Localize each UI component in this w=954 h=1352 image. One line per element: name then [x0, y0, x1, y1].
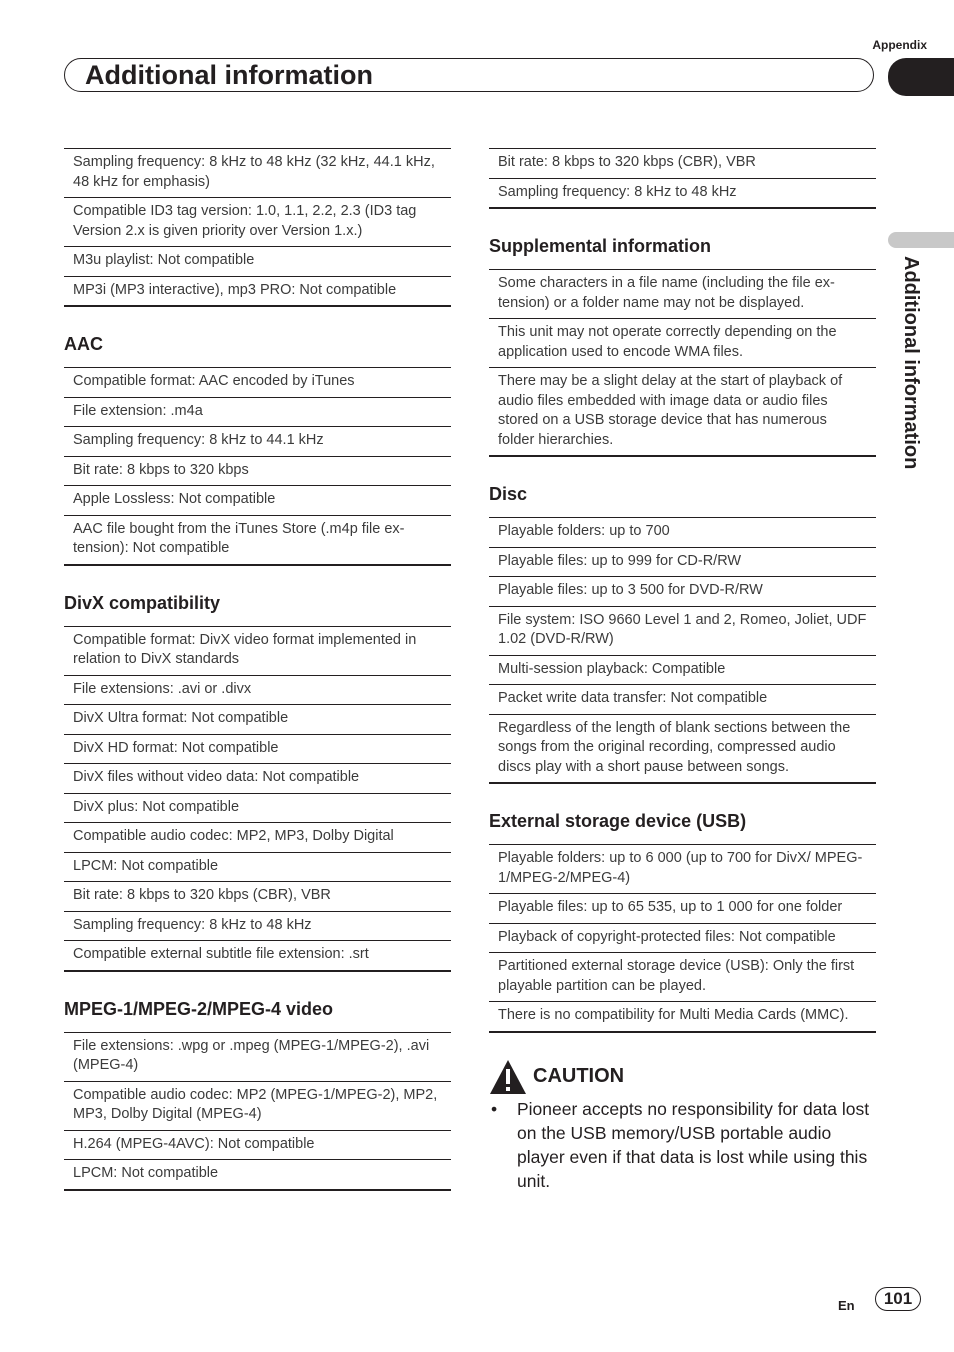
table-cell: LPCM: Not compatible	[64, 852, 451, 882]
table-row	[64, 626, 451, 675]
table-cell: DivX HD format: Not compatible	[64, 734, 451, 764]
side-tab-label: Additional information	[900, 256, 922, 470]
table-row	[64, 1081, 451, 1130]
caution-label: CAUTION	[533, 1065, 625, 1087]
table-row	[489, 606, 876, 655]
section-tab-grey	[888, 232, 954, 248]
table-cell: Multi-session playback: Compatible	[489, 655, 876, 685]
table-cell: Sampling frequency: 8 kHz to 48 kHz (32 kHz, 44.1 kHz, 48 kHz for emphasis)	[64, 149, 451, 198]
table-row	[64, 397, 451, 427]
table-cell: Playable files: up to 999 for CD-R/RW	[489, 547, 876, 577]
table-row	[64, 705, 451, 735]
supplemental-table	[489, 269, 876, 457]
table-row	[489, 923, 876, 953]
table-row	[64, 675, 451, 705]
table-cell: Compatible audio codec: MP2, MP3, Dolby Digital	[64, 823, 451, 853]
table-cell: Compatible audio codec: MP2 (MPEG-1/MPEG-2), MP2, MP3, Dolby Digital (MPEG-4)	[64, 1081, 451, 1130]
table-cell: M3u playlist: Not compatible	[64, 247, 451, 277]
table-cell: DivX files without video data: Not compatible	[64, 764, 451, 794]
supplemental-heading: Supplemental information	[489, 236, 712, 256]
left-column	[64, 148, 451, 1191]
divx-heading: DivX compatibility	[64, 592, 221, 613]
title-bar	[64, 58, 874, 92]
table-row	[64, 1032, 451, 1081]
table-cell: File extension: .m4a	[64, 397, 451, 427]
table-cell: Some characters in a file name (including the file ex-tension) or a folder name may not be displayed.	[489, 270, 876, 319]
table-row	[489, 319, 876, 368]
table-cell: File extensions: .avi or .divx	[64, 675, 451, 705]
table-cell: File system: ISO 9660 Level 1 and 2, Romeo, Joliet, UDF 1.02 (DVD-R/RW)	[489, 606, 876, 655]
table-cell: File extensions: .wpg or .mpeg (MPEG-1/MPEG-2), .avi (MPEG-4)	[64, 1032, 451, 1081]
table-row	[64, 823, 451, 853]
section-tab-black	[888, 58, 954, 96]
table-cell: AAC file bought from the iTunes Store (.m4p file ex-tension): Not compatible	[64, 515, 451, 565]
caution-item	[489, 1097, 876, 1193]
page-title: Additional information	[85, 60, 373, 90]
table-row	[64, 486, 451, 516]
table-cell: Bit rate: 8 kbps to 320 kbps	[64, 456, 451, 486]
mpeg-heading: MPEG-1/MPEG-2/MPEG-4 video	[64, 998, 334, 1019]
table-row	[489, 368, 876, 457]
bullet: •	[491, 1098, 498, 1119]
table-row	[64, 882, 451, 912]
table-row	[64, 427, 451, 457]
table-row	[64, 149, 451, 198]
table-row	[64, 764, 451, 794]
table-cell: Playable folders: up to 6 000 (up to 700 for DivX/ MPEG-1/MPEG-2/MPEG-4)	[489, 845, 876, 894]
warning-icon	[489, 1059, 527, 1095]
table-row	[489, 577, 876, 607]
right-column	[489, 148, 876, 1193]
table-cell: Compatible ID3 tag version: 1.0, 1.1, 2.2, 2.3 (ID3 tag Version 2.x is given priority over Version 1.x.)	[64, 198, 451, 247]
table-cell: DivX Ultra format: Not compatible	[64, 705, 451, 735]
table-row	[489, 894, 876, 924]
table-cell: Apple Lossless: Not compatible	[64, 486, 451, 516]
table-cell: Sampling frequency: 8 kHz to 48 kHz	[489, 178, 876, 208]
table-cell: Regardless of the length of blank sections between the songs from the original recording, compressed audio discs play with a short pause between songs.	[489, 714, 876, 783]
table-cell: Compatible external subtitle file extension: .srt	[64, 941, 451, 971]
table-row	[489, 655, 876, 685]
caution-text: Pioneer accepts no responsibility for data lost on the USB memory/USB portable audio player even if that data is lost while using this unit.	[517, 1098, 870, 1191]
appendix-label: Appendix	[872, 38, 927, 52]
table-cell: Playable folders: up to 700	[489, 518, 876, 548]
table-row	[64, 1130, 451, 1160]
table-row	[489, 685, 876, 715]
table-cell: Compatible format: AAC encoded by iTunes	[64, 368, 451, 398]
table-row	[489, 547, 876, 577]
table-row	[489, 845, 876, 894]
table-row	[489, 714, 876, 783]
table-row	[489, 518, 876, 548]
table-row	[64, 247, 451, 277]
table-cell: Playable files: up to 3 500 for DVD-R/RW	[489, 577, 876, 607]
aac-heading: AAC	[64, 334, 103, 354]
table-row	[64, 941, 451, 971]
table-cell: Sampling frequency: 8 kHz to 48 kHz	[64, 911, 451, 941]
usb-heading: External storage device (USB)	[489, 811, 747, 831]
table-cell: There may be a slight delay at the start of playback of audio files embedded with image data or audio files stored on a USB storage device that has numerous folder hierarchies.	[489, 368, 876, 457]
table-cell: Playback of copyright-protected files: Not compatible	[489, 923, 876, 953]
table-row	[64, 911, 451, 941]
table-cell: Packet write data transfer: Not compatible	[489, 685, 876, 715]
table-cell: Playable files: up to 65 535, up to 1 000 for one folder	[489, 894, 876, 924]
table-row	[64, 515, 451, 565]
table-row	[64, 368, 451, 398]
table-row	[64, 793, 451, 823]
mpeg-table	[64, 1032, 451, 1191]
language-label: En	[838, 1298, 855, 1313]
table-row	[489, 178, 876, 208]
page-number: 101	[875, 1287, 921, 1311]
caution-block	[489, 1059, 876, 1193]
table-row	[64, 198, 451, 247]
table-cell: There is no compatibility for Multi Media Cards (MMC).	[489, 1002, 876, 1032]
table-cell: Bit rate: 8 kbps to 320 kbps (CBR), VBR	[64, 882, 451, 912]
table-row	[489, 149, 876, 179]
table-cell: H.264 (MPEG-4AVC): Not compatible	[64, 1130, 451, 1160]
disc-table	[489, 517, 876, 784]
table-cell: LPCM: Not compatible	[64, 1160, 451, 1190]
table-row	[64, 276, 451, 306]
table-row	[64, 1160, 451, 1190]
aac-table	[64, 367, 451, 566]
table-cell: DivX plus: Not compatible	[64, 793, 451, 823]
table-row	[489, 270, 876, 319]
wma-table	[489, 148, 876, 209]
table-row	[64, 852, 451, 882]
disc-heading: Disc	[489, 484, 528, 504]
table-cell: Bit rate: 8 kbps to 320 kbps (CBR), VBR	[489, 149, 876, 179]
table-cell: Compatible format: DivX video format implemented in relation to DivX standards	[64, 626, 451, 675]
table-cell: MP3i (MP3 interactive), mp3 PRO: Not compatible	[64, 276, 451, 306]
table-cell: Partitioned external storage device (USB): Only the first playable partition can be played.	[489, 953, 876, 1002]
mp3-table	[64, 148, 451, 307]
table-row	[489, 953, 876, 1002]
table-cell: This unit may not operate correctly depending on the application used to encode WMA files.	[489, 319, 876, 368]
usb-table	[489, 844, 876, 1033]
table-row	[64, 456, 451, 486]
divx-table	[64, 626, 451, 972]
table-row	[489, 1002, 876, 1032]
table-cell: Sampling frequency: 8 kHz to 44.1 kHz	[64, 427, 451, 457]
table-row	[64, 734, 451, 764]
